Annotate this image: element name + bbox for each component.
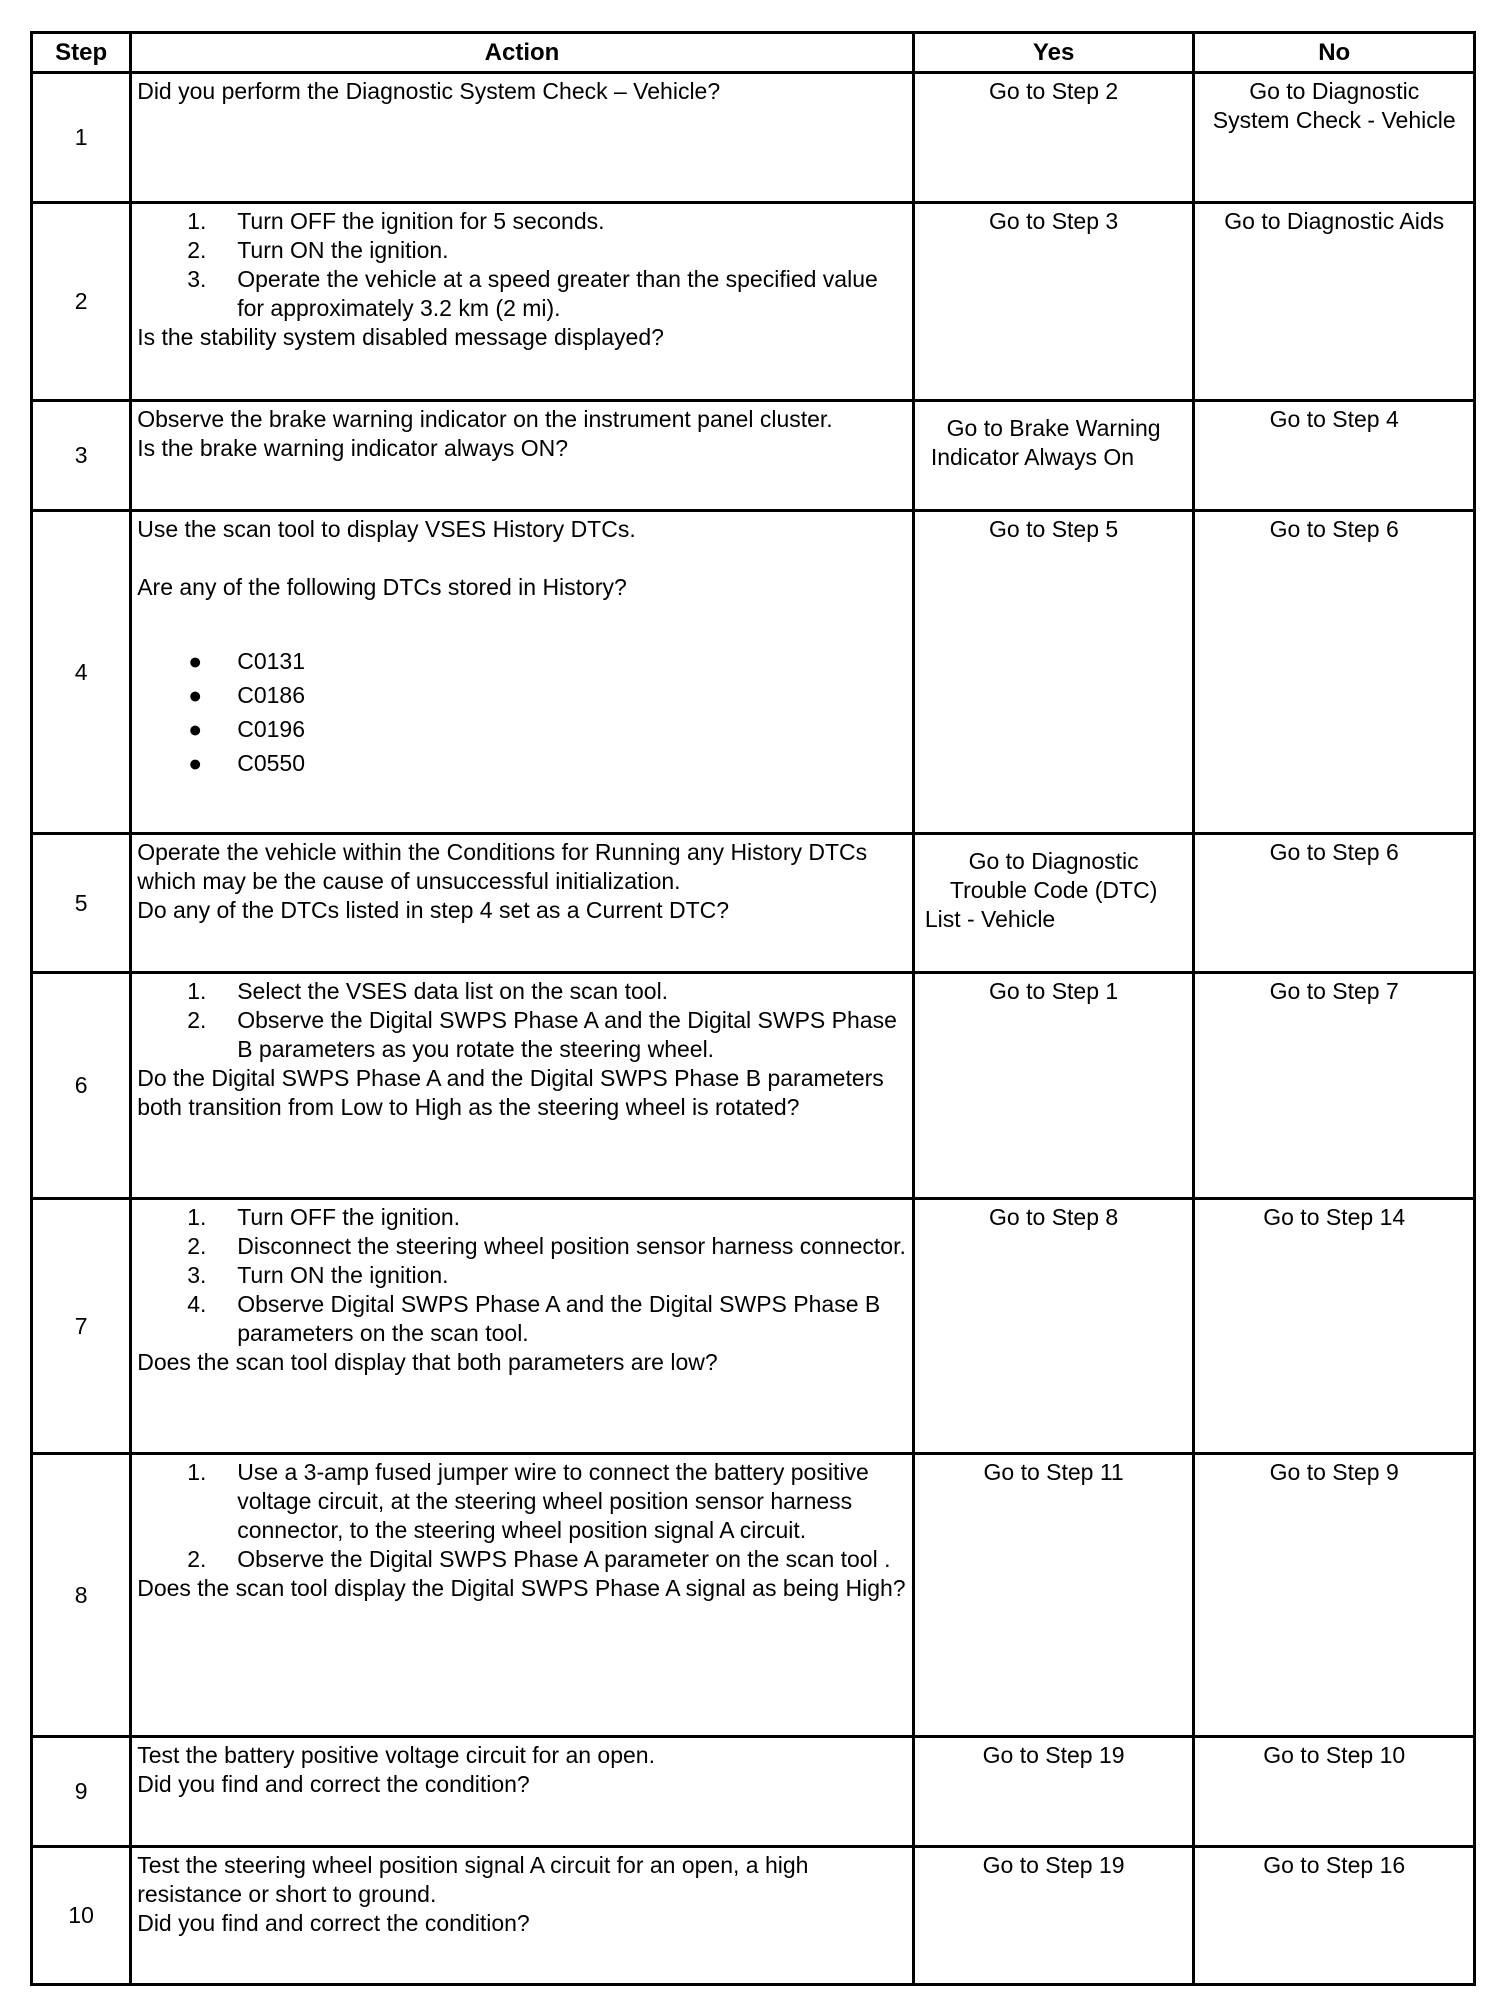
yes-cell [913,73,1194,203]
action-cell [131,1737,914,1847]
yes-cell [913,1454,1194,1737]
no-cell [1194,834,1475,973]
procedure-list [137,1458,908,1574]
no-text: Go to Diagnostic Aids [1224,208,1445,234]
header-no: No [1194,33,1475,73]
action-question: Do the Digital SWPS Phase A and the Digital SWPS Phase B parameters both transition from Low to High as the steering wheel is rotated? [137,1065,884,1120]
no-text: Go to Step 7 [1269,978,1399,1004]
table-row [32,973,1475,1199]
action-text: Observe the brake warning indicator on the instrument panel cluster. [137,406,833,432]
no-cell [1194,1454,1475,1737]
no-text: System Check - Vehicle [1212,107,1456,133]
no-text: Go to Step 6 [1269,516,1399,542]
action-text: Did you perform the Diagnostic System Check – Vehicle? [137,78,721,104]
list-item: ● C0196 [188,716,305,742]
action-question: Does the scan tool display that both parameters are low? [137,1349,718,1375]
step-number: 10 [32,1847,131,1985]
yes-text: Go to Step 8 [989,1204,1119,1230]
list-item: 1. Use a 3-amp fused jumper wire to connect the battery positive voltage circuit, at the steering wheel position sensor harness connector, to the steering wheel position signal A circuit. [187,1459,869,1543]
step-number: 4 [32,511,131,834]
header-yes: Yes [913,33,1194,73]
no-text: Go to Step 10 [1263,1742,1406,1768]
list-item: 3. Turn ON the ignition. [187,1262,449,1288]
no-text: Go to Diagnostic [1249,78,1420,104]
action-text: Are any of the following DTCs stored in History? [137,574,627,600]
header-step: Step [32,33,131,73]
no-cell [1194,511,1475,834]
list-item: 2. Disconnect the steering wheel position sensor harness connector. [187,1233,906,1259]
no-cell [1194,973,1475,1199]
action-cell [131,834,914,973]
table-row [32,1454,1475,1737]
list-item: 2. Observe the Digital SWPS Phase A parameter on the scan tool . [187,1546,891,1572]
dtc-list [137,644,908,780]
procedure-list [137,1203,908,1348]
table-row [32,511,1475,834]
action-cell [131,511,914,834]
action-text: Use the scan tool to display VSES History DTCs. [137,516,636,542]
table-row [32,1847,1475,1985]
action-text: Test the battery positive voltage circuit for an open. [137,1742,655,1768]
yes-cell [913,1737,1194,1847]
yes-cell [913,511,1194,834]
yes-cell [913,401,1194,511]
action-cell [131,1454,914,1737]
no-cell [1194,401,1475,511]
list-item: 4. Observe Digital SWPS Phase A and the Digital SWPS Phase B parameters on the scan tool. [187,1291,881,1346]
yes-cell [913,834,1194,973]
action-question: Did you find and correct the condition? [137,1771,530,1797]
yes-cell [913,1199,1194,1454]
step-number: 1 [32,73,131,203]
no-cell [1194,1737,1475,1847]
yes-text: List - Vehicle [924,906,1056,932]
step-number: 6 [32,973,131,1199]
list-item: 1. Select the VSES data list on the scan tool. [187,978,669,1004]
list-item: ● C0186 [188,682,305,708]
table-row [32,203,1475,401]
action-question: Does the scan tool display the Digital SWPS Phase A signal as being High? [137,1575,906,1601]
action-text: Test the steering wheel position signal A circuit for an open, a high resistance or short to ground. [137,1852,809,1907]
yes-text: Go to Step 5 [989,516,1119,542]
list-item: 1. Turn OFF the ignition. [187,1204,461,1230]
yes-cell [913,1847,1194,1985]
action-cell [131,1847,914,1985]
action-cell [131,973,914,1199]
no-text: Go to Step 16 [1263,1852,1406,1878]
action-cell [131,73,914,203]
step-number: 7 [32,1199,131,1454]
action-text: Operate the vehicle within the Conditions for Running any History DTCs which may be the cause of unsuccessful initialization. [137,839,868,894]
action-cell [131,203,914,401]
no-cell [1194,1847,1475,1985]
step-number: 2 [32,203,131,401]
list-item: ● C0131 [188,648,305,674]
yes-text: Go to Step 11 [983,1459,1124,1485]
yes-text: Go to Step 3 [989,208,1119,234]
action-question: Did you find and correct the condition? [137,1910,530,1936]
no-text: Go to Step 9 [1269,1459,1399,1485]
yes-text: Go to Step 1 [989,978,1119,1004]
no-cell [1194,203,1475,401]
yes-text: Go to Diagnostic [968,848,1139,874]
action-question: Do any of the DTCs listed in step 4 set as a Current DTC? [137,897,730,923]
yes-text: Go to Step 2 [989,78,1119,104]
header-action: Action [131,33,914,73]
no-text: Go to Step 4 [1269,406,1399,432]
list-item: 3. Operate the vehicle at a speed greater than the specified value for approximately 3.2 km (2 mi). [187,266,878,321]
yes-text: Go to Step 19 [982,1852,1125,1878]
action-question: Is the brake warning indicator always ON? [137,435,569,461]
table-row [32,1737,1475,1847]
procedure-list [137,977,908,1064]
table-row [32,834,1475,973]
yes-text: Go to Brake Warning [946,415,1161,441]
table-row [32,401,1475,511]
action-cell [131,1199,914,1454]
yes-cell [913,203,1194,401]
list-item: 2. Observe the Digital SWPS Phase A and the Digital SWPS Phase B parameters as you rotate the steering wheel. [187,1007,897,1062]
yes-text: Trouble Code (DTC) [949,877,1158,903]
yes-text: Go to Step 19 [982,1742,1125,1768]
step-number: 3 [32,401,131,511]
action-question: Is the stability system disabled message displayed? [137,324,664,350]
step-number: 5 [32,834,131,973]
table-row [32,73,1475,203]
no-text: Go to Step 6 [1269,839,1399,865]
yes-cell [913,973,1194,1199]
list-item: 1. Turn OFF the ignition for 5 seconds. [187,208,605,234]
step-number: 8 [32,1454,131,1737]
action-cell [131,401,914,511]
table-row [32,1199,1475,1454]
no-text: Go to Step 14 [1263,1204,1406,1230]
no-cell [1194,1199,1475,1454]
yes-text: Indicator Always On [930,444,1135,470]
step-number: 9 [32,1737,131,1847]
header-row [32,33,1475,73]
no-cell [1194,73,1475,203]
procedure-list [137,207,908,323]
list-item: 2. Turn ON the ignition. [187,237,449,263]
diagnostic-table [30,31,1476,1986]
list-item: ● C0550 [188,750,305,776]
